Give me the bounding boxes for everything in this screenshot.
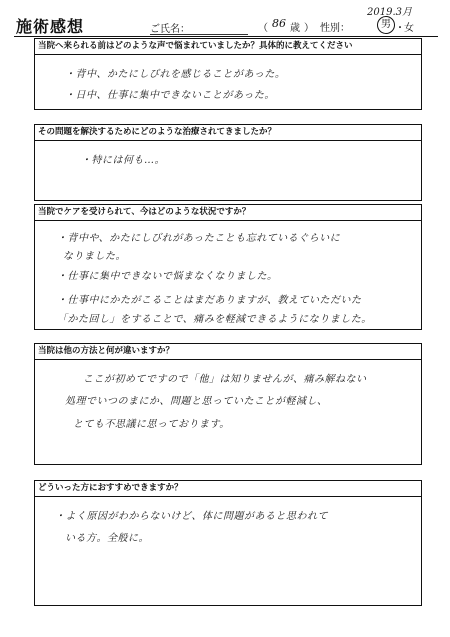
answer-line: ・背中や、かたにしびれがあったことも忘れているぐらいに [57, 233, 341, 244]
age-unit: 歳 [290, 23, 300, 34]
section-question: その問題を解決するためにどのような治療されてきましたか？ [35, 125, 421, 141]
name-label: ご氏名： [150, 24, 190, 35]
answer-line: ・背中、かたにしびれを感じることがあった。 [65, 69, 286, 80]
answer-line: ・日中、仕事に集中できないことがあった。 [65, 90, 275, 101]
answer-line: なりました。 [63, 251, 126, 262]
section-question: 当院へ来られる前はどのような声で悩まれていましたか？具体的に教えてください [35, 39, 421, 55]
sex-label: 性別： [320, 23, 350, 34]
answer-line: ・特には何も…。 [81, 155, 165, 166]
answer-line: ・仕事に集中できないで悩まなくなりました。 [57, 271, 278, 282]
handwritten-date: 2019.3月 [367, 7, 412, 18]
answer-line: ・仕事中にかたがこることはまだありますが、教えていただいた [57, 295, 362, 306]
age-value: 86 [272, 17, 286, 30]
answer-line: とても不思議に思っております。 [73, 419, 230, 430]
sex-female: 女 [404, 23, 414, 34]
section-prior-treatment [34, 124, 422, 201]
section-concern [34, 38, 422, 110]
sex-separator: ・ [395, 23, 405, 34]
answer-line: 「かた回し」をすることで、痛みを軽減できるようになりました。 [57, 314, 372, 325]
section-current-status [34, 204, 422, 330]
sex-male-circled: 男 [377, 16, 395, 34]
answer-line: 処理でいつのまにか、問題と思っていたことが軽減し、 [65, 396, 328, 407]
answer-line: いる方。全般に。 [65, 533, 149, 544]
age-close-paren: ） [304, 23, 314, 34]
age-open-paren: （ [258, 23, 268, 34]
form-title: 施術感想 [16, 17, 85, 36]
header-rule [14, 36, 438, 37]
answer-line: ここが初めてですので「他」は知りませんが、痛み解ねない [83, 374, 367, 385]
section-question: どういった方におすすめできますか？ [35, 481, 421, 497]
name-underline [150, 34, 248, 35]
section-recommendation [34, 480, 422, 606]
answer-line: ・よく原因がわからないけど、体に問題があると思われて [55, 511, 328, 522]
section-difference [34, 343, 422, 465]
section-question: 当院は他の方法と何が違いますか？ [35, 344, 421, 360]
section-question: 当院でケアを受けられて、今はどのような状況ですか？ [35, 205, 421, 221]
